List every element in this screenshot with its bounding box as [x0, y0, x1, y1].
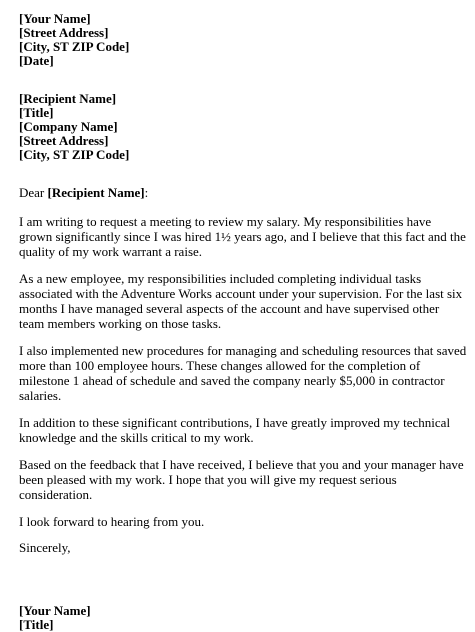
- letter-page: [19, 12, 467, 632]
- body-paragraph-4: In addition to these significant contributions, I have greatly improved my technical knowledge and the skills critical to my work.: [19, 415, 451, 445]
- sender-street: [Street Address]: [19, 25, 109, 40]
- sender-name: [Your Name]: [19, 11, 91, 26]
- sender-address-block: [19, 12, 467, 68]
- signature-title: [Title]: [19, 617, 54, 632]
- signature-name: [Your Name]: [19, 603, 91, 618]
- recipient-name: [Recipient Name]: [19, 91, 117, 106]
- body-paragraph-3: I also implemented new procedures for managing and scheduling resources that saved more than 100 employee hours. These changes allowed for the completion of milestone 1 ahead of schedule and saved the company nearly $5,000 in contractor salaries.: [19, 343, 467, 403]
- sender-city: [City, ST ZIP Code]: [19, 39, 130, 54]
- body-paragraph-6: I look forward to hearing from you.: [19, 514, 205, 529]
- salutation-prefix: Dear: [19, 185, 48, 200]
- recipient-address-block: [19, 92, 467, 162]
- recipient-city: [City, ST ZIP Code]: [19, 147, 130, 162]
- salutation-name: [Recipient Name]: [47, 185, 145, 200]
- recipient-company: [Company Name]: [19, 119, 118, 134]
- body-paragraph-1: I am writing to request a meeting to review my salary. My responsibilities have grown significantly since I was hired 1½ years ago, and I believe that this fact and the quality of my work warrant a raise.: [19, 214, 466, 259]
- body-paragraph-2: As a new employee, my responsibilities included completing individual tasks associated with the Adventure Works account under your supervision. For the last six months I have managed several aspects of the account and have supervised other team members working on those tasks.: [19, 271, 463, 331]
- signature-block: [19, 604, 467, 632]
- letter-date: [Date]: [19, 53, 54, 68]
- body-paragraph-5: Based on the feedback that I have received, I believe that you and your manager have been pleased with my work. I hope that you will give my request serious consideration.: [19, 457, 464, 502]
- recipient-title: [Title]: [19, 105, 54, 120]
- closing: Sincerely,: [19, 540, 71, 555]
- salutation: [19, 186, 467, 200]
- recipient-street: [Street Address]: [19, 133, 109, 148]
- salutation-suffix: :: [144, 185, 149, 200]
